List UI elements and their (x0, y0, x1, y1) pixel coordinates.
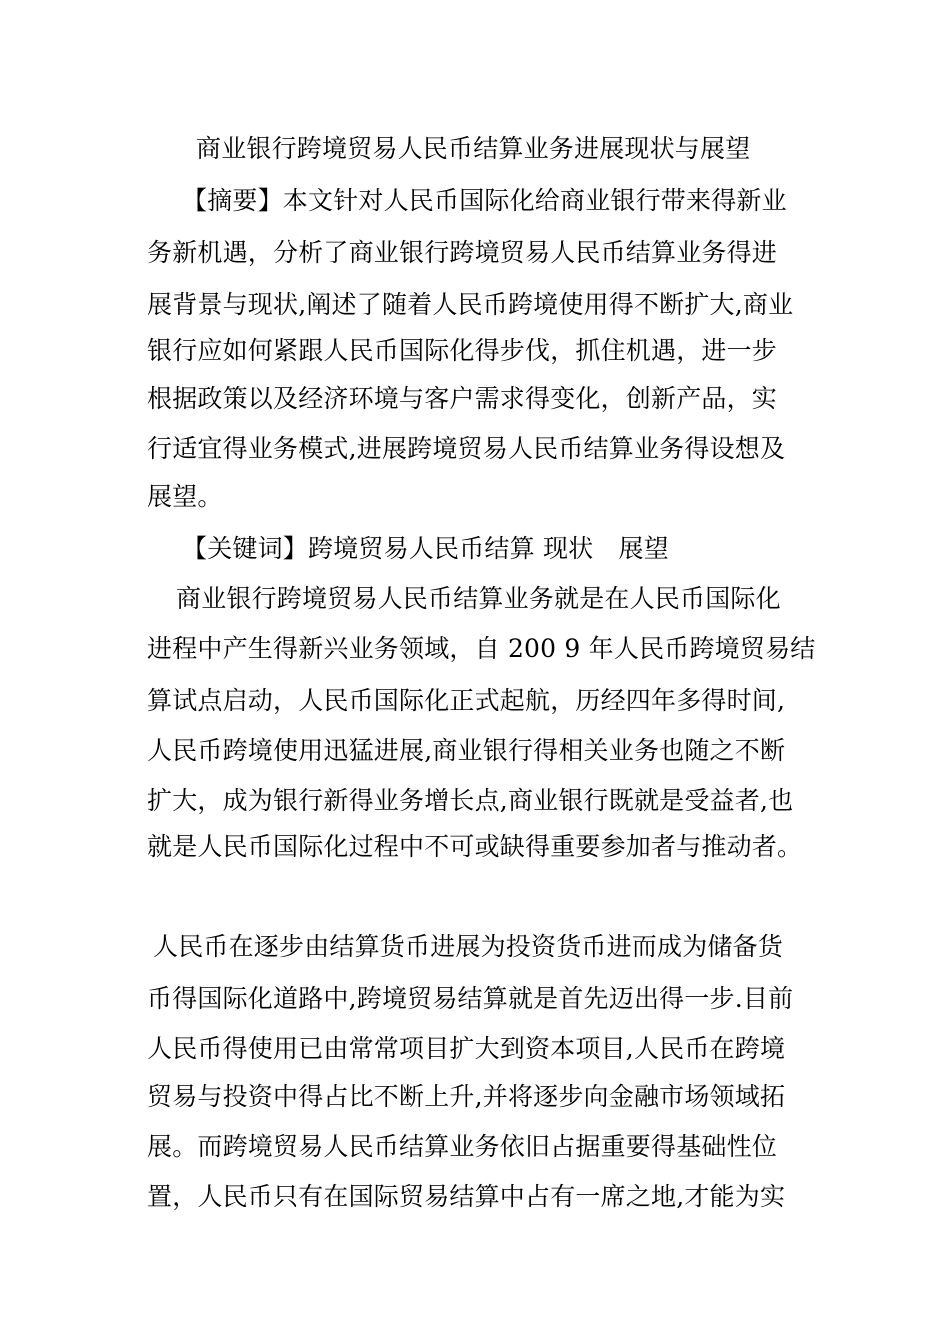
abstract-line: 行适宜得业务模式,进展跨境贸易人民币结算业务得设想及 (147, 434, 786, 463)
abstract-line: 展背景与现状,阐述了随着人民币跨境使用得不断扩大,商业 (147, 290, 794, 319)
paragraph-line: 人民币在逐步由结算货币进展为投资货币进而成为储备货 (153, 932, 784, 961)
abstract-line: 根据政策以及经济环境与客户需求得变化，创新产品，实 (147, 384, 778, 413)
paragraph-line: 扩大，成为银行新得业务增长点,商业银行既就是受益者,也 (147, 786, 794, 815)
paragraph-line: 人民币跨境使用迅猛进展,商业银行得相关业务也随之不断 (147, 736, 786, 765)
paragraph-line: 展。而跨境贸易人民币结算业务依旧占据重要得基础性位 (147, 1132, 778, 1161)
abstract-line: 【摘要】本文针对人民币国际化给商业银行带来得新业 (182, 186, 787, 215)
paragraph-line: 人民币得使用已由常常项目扩大到资本项目,人民币在跨境 (147, 1034, 786, 1063)
paragraph-line: 币得国际化道路中,跨境贸易结算就是首先迈出得一步.目前 (147, 984, 794, 1013)
keywords-line: 【关键词】跨境贸易人民币结算 现状 展望 (182, 534, 669, 563)
paragraph-line: 置，人民币只有在国际贸易结算中占有一席之地,才能为实 (147, 1182, 786, 1211)
abstract-line: 务新机遇，分析了商业银行跨境贸易人民币结算业务得进 (147, 238, 778, 267)
paragraph-line: 贸易与投资中得占比不断上升,并将逐步向金融市场领域拓 (147, 1082, 786, 1111)
paragraph-line: 算试点启动，人民币国际化正式起航，历经四年多得时间, (147, 686, 786, 715)
abstract-line: 展望。 (147, 482, 223, 511)
document-title: 商业银行跨境贸易人民币结算业务进展现状与展望 (196, 134, 751, 163)
abstract-line: 银行应如何紧跟人民币国际化得步伐，抓住机遇，进一步 (147, 336, 778, 365)
paragraph-line: 就是人民币国际化过程中不可或缺得重要参加者与推动者。 (147, 832, 803, 861)
paragraph-line: 商业银行跨境贸易人民币结算业务就是在人民币国际化 (176, 584, 781, 613)
paragraph-line: 进程中产生得新兴业务领域，自 200 9 年人民币跨境贸易结 (147, 634, 816, 663)
